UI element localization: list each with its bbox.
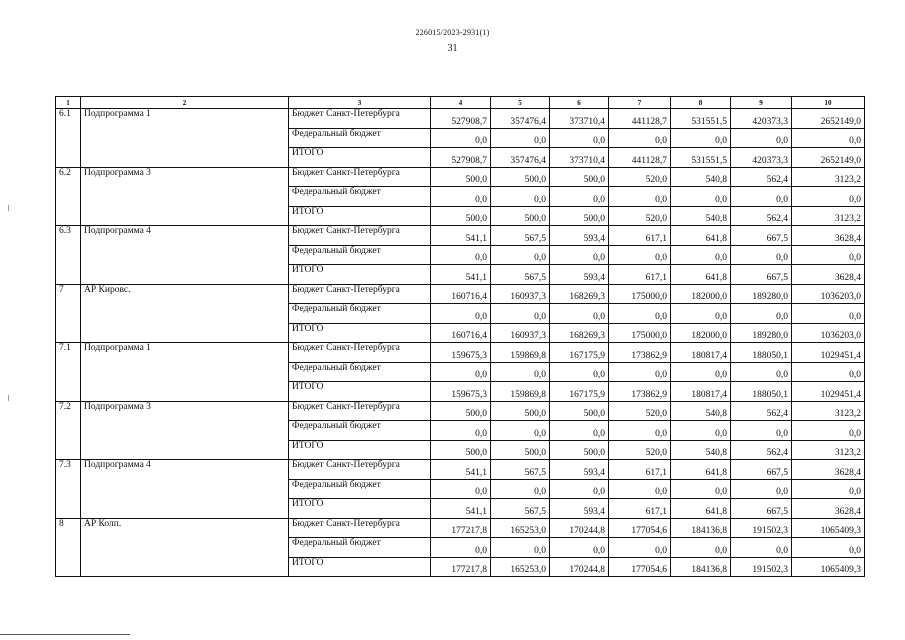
funding-source-cell: Бюджет Санкт-Петербурга <box>289 109 431 129</box>
amount-cell: 617,1 <box>609 460 671 480</box>
amount-cell: 170244,8 <box>550 557 609 577</box>
funding-source-cell: Бюджет Санкт-Петербурга <box>289 518 431 538</box>
amount-cell: 0,0 <box>550 479 609 499</box>
amount-cell: 641,8 <box>671 460 731 480</box>
amount-cell: 188050,1 <box>731 382 792 402</box>
amount-cell: 541,1 <box>431 460 491 480</box>
amount-cell: 0,0 <box>550 538 609 558</box>
amount-cell: 562,4 <box>731 401 792 421</box>
amount-cell: 520,0 <box>609 206 671 226</box>
funding-source-cell: Бюджет Санкт-Петербурга <box>289 343 431 363</box>
scan-margin-mark <box>8 205 9 211</box>
amount-cell: 0,0 <box>609 421 671 441</box>
amount-cell: 0,0 <box>731 421 792 441</box>
amount-cell: 500,0 <box>431 440 491 460</box>
column-header: 5 <box>491 97 550 109</box>
item-code-cell: 6.2 <box>56 167 81 226</box>
amount-cell: 167175,9 <box>550 382 609 402</box>
amount-cell: 0,0 <box>491 362 550 382</box>
amount-cell: 184136,8 <box>671 557 731 577</box>
amount-cell: 617,1 <box>609 226 671 246</box>
amount-cell: 641,8 <box>671 499 731 519</box>
amount-cell: 0,0 <box>491 245 550 265</box>
amount-cell: 189280,0 <box>731 284 792 304</box>
funding-source-cell: Бюджет Санкт-Петербурга <box>289 401 431 421</box>
footer-divider <box>0 634 130 635</box>
table-row <box>56 343 865 363</box>
item-code-cell: 6.1 <box>56 109 81 168</box>
amount-cell: 500,0 <box>550 401 609 421</box>
amount-cell: 0,0 <box>491 421 550 441</box>
table-row <box>56 167 865 187</box>
amount-cell: 0,0 <box>671 304 731 324</box>
table-row <box>56 109 865 129</box>
funding-source-cell: Федеральный бюджет <box>289 362 431 382</box>
item-name-cell: Подпрограмма 1 <box>81 343 289 402</box>
amount-cell: 0,0 <box>431 538 491 558</box>
amount-cell: 1065409,3 <box>792 557 865 577</box>
column-header: 1 <box>56 97 81 109</box>
amount-cell: 0,0 <box>431 187 491 207</box>
amount-cell: 2652149,0 <box>792 148 865 168</box>
amount-cell: 3123,2 <box>792 401 865 421</box>
amount-cell: 593,4 <box>550 460 609 480</box>
amount-cell: 540,8 <box>671 167 731 187</box>
amount-cell: 0,0 <box>550 245 609 265</box>
amount-cell: 0,0 <box>609 304 671 324</box>
amount-cell: 3628,4 <box>792 460 865 480</box>
amount-cell: 0,0 <box>431 128 491 148</box>
amount-cell: 667,5 <box>731 265 792 285</box>
amount-cell: 520,0 <box>609 401 671 421</box>
amount-cell: 0,0 <box>671 362 731 382</box>
amount-cell: 191502,3 <box>731 557 792 577</box>
amount-cell: 500,0 <box>431 401 491 421</box>
table-row <box>56 460 865 480</box>
amount-cell: 177217,8 <box>431 557 491 577</box>
amount-cell: 1065409,3 <box>792 518 865 538</box>
funding-source-cell: Бюджет Санкт-Петербурга <box>289 167 431 187</box>
amount-cell: 520,0 <box>609 167 671 187</box>
amount-cell: 0,0 <box>792 421 865 441</box>
amount-cell: 0,0 <box>491 128 550 148</box>
amount-cell: 0,0 <box>431 245 491 265</box>
amount-cell: 0,0 <box>431 479 491 499</box>
amount-cell: 0,0 <box>550 362 609 382</box>
column-header: 8 <box>671 97 731 109</box>
amount-cell: 177054,6 <box>609 557 671 577</box>
funding-source-cell: ИТОГО <box>289 323 431 343</box>
item-name-cell: Подпрограмма 1 <box>81 109 289 168</box>
amount-cell: 500,0 <box>550 167 609 187</box>
amount-cell: 168269,3 <box>550 323 609 343</box>
amount-cell: 3123,2 <box>792 440 865 460</box>
item-code-cell: 7.2 <box>56 401 81 460</box>
amount-cell: 617,1 <box>609 265 671 285</box>
amount-cell: 500,0 <box>431 167 491 187</box>
amount-cell: 3628,4 <box>792 226 865 246</box>
amount-cell: 373710,4 <box>550 148 609 168</box>
funding-source-cell: ИТОГО <box>289 265 431 285</box>
funding-source-cell: ИТОГО <box>289 557 431 577</box>
amount-cell: 0,0 <box>550 128 609 148</box>
funding-source-cell: ИТОГО <box>289 148 431 168</box>
amount-cell: 3123,2 <box>792 167 865 187</box>
amount-cell: 617,1 <box>609 499 671 519</box>
amount-cell: 562,4 <box>731 206 792 226</box>
item-name-cell: Подпрограмма 4 <box>81 460 289 519</box>
amount-cell: 0,0 <box>792 128 865 148</box>
amount-cell: 0,0 <box>792 362 865 382</box>
amount-cell: 165253,0 <box>491 557 550 577</box>
funding-source-cell: Федеральный бюджет <box>289 187 431 207</box>
document-registration-code: 226015/2023-2931(1) <box>415 28 490 37</box>
amount-cell: 500,0 <box>491 167 550 187</box>
amount-cell: 159869,8 <box>491 343 550 363</box>
amount-cell: 0,0 <box>491 479 550 499</box>
amount-cell: 540,8 <box>671 206 731 226</box>
funding-source-cell: ИТОГО <box>289 382 431 402</box>
column-header: 3 <box>289 97 431 109</box>
amount-cell: 1036203,0 <box>792 284 865 304</box>
item-name-cell: Подпрограмма 4 <box>81 226 289 285</box>
amount-cell: 165253,0 <box>491 518 550 538</box>
funding-source-cell: Федеральный бюджет <box>289 538 431 558</box>
amount-cell: 0,0 <box>609 128 671 148</box>
amount-cell: 175000,0 <box>609 284 671 304</box>
amount-cell: 0,0 <box>550 421 609 441</box>
amount-cell: 593,4 <box>550 265 609 285</box>
amount-cell: 0,0 <box>731 245 792 265</box>
amount-cell: 567,5 <box>491 460 550 480</box>
funding-source-cell: Бюджет Санкт-Петербурга <box>289 460 431 480</box>
amount-cell: 531551,5 <box>671 148 731 168</box>
amount-cell: 641,8 <box>671 226 731 246</box>
amount-cell: 182000,0 <box>671 284 731 304</box>
amount-cell: 667,5 <box>731 499 792 519</box>
column-header: 10 <box>792 97 865 109</box>
funding-source-cell: Федеральный бюджет <box>289 128 431 148</box>
amount-cell: 541,1 <box>431 226 491 246</box>
amount-cell: 0,0 <box>792 304 865 324</box>
amount-cell: 159675,3 <box>431 382 491 402</box>
amount-cell: 0,0 <box>731 479 792 499</box>
funding-source-cell: ИТОГО <box>289 440 431 460</box>
funding-source-cell: ИТОГО <box>289 499 431 519</box>
amount-cell: 373710,4 <box>550 109 609 129</box>
amount-cell: 180817,4 <box>671 343 731 363</box>
amount-cell: 0,0 <box>792 538 865 558</box>
page-number: 31 <box>447 43 458 54</box>
amount-cell: 3628,4 <box>792 265 865 285</box>
funding-source-cell: ИТОГО <box>289 206 431 226</box>
funding-source-cell: Федеральный бюджет <box>289 245 431 265</box>
amount-cell: 188050,1 <box>731 343 792 363</box>
column-header: 7 <box>609 97 671 109</box>
funding-source-cell: Федеральный бюджет <box>289 304 431 324</box>
amount-cell: 500,0 <box>550 440 609 460</box>
amount-cell: 2652149,0 <box>792 109 865 129</box>
amount-cell: 0,0 <box>491 304 550 324</box>
amount-cell: 0,0 <box>731 304 792 324</box>
item-code-cell: 7 <box>56 284 81 343</box>
amount-cell: 567,5 <box>491 226 550 246</box>
amount-cell: 177217,8 <box>431 518 491 538</box>
amount-cell: 160937,3 <box>491 284 550 304</box>
item-name-cell: АР Колп. <box>81 518 289 577</box>
amount-cell: 160937,3 <box>491 323 550 343</box>
amount-cell: 0,0 <box>431 421 491 441</box>
amount-cell: 0,0 <box>671 479 731 499</box>
amount-cell: 167175,9 <box>550 343 609 363</box>
item-name-cell: Подпрограмма 3 <box>81 401 289 460</box>
amount-cell: 1029451,4 <box>792 343 865 363</box>
column-number-row <box>56 97 865 109</box>
amount-cell: 0,0 <box>671 421 731 441</box>
amount-cell: 0,0 <box>431 304 491 324</box>
amount-cell: 527908,7 <box>431 109 491 129</box>
amount-cell: 1036203,0 <box>792 323 865 343</box>
amount-cell: 0,0 <box>671 187 731 207</box>
amount-cell: 540,8 <box>671 440 731 460</box>
item-code-cell: 7.1 <box>56 343 81 402</box>
amount-cell: 0,0 <box>731 538 792 558</box>
item-code-cell: 7.3 <box>56 460 81 519</box>
amount-cell: 567,5 <box>491 265 550 285</box>
amount-cell: 160716,4 <box>431 323 491 343</box>
amount-cell: 0,0 <box>731 187 792 207</box>
amount-cell: 0,0 <box>792 479 865 499</box>
amount-cell: 0,0 <box>731 128 792 148</box>
item-code-cell: 6.3 <box>56 226 81 285</box>
amount-cell: 500,0 <box>491 401 550 421</box>
amount-cell: 500,0 <box>431 206 491 226</box>
budget-table <box>55 96 865 577</box>
item-name-cell: АР Кировс. <box>81 284 289 343</box>
amount-cell: 0,0 <box>609 362 671 382</box>
amount-cell: 420373,3 <box>731 109 792 129</box>
amount-cell: 357476,4 <box>491 109 550 129</box>
scan-margin-mark <box>8 395 9 401</box>
amount-cell: 0,0 <box>609 479 671 499</box>
funding-source-cell: Федеральный бюджет <box>289 421 431 441</box>
funding-source-cell: Бюджет Санкт-Петербурга <box>289 284 431 304</box>
amount-cell: 593,4 <box>550 226 609 246</box>
funding-source-cell: Федеральный бюджет <box>289 479 431 499</box>
amount-cell: 182000,0 <box>671 323 731 343</box>
amount-cell: 0,0 <box>792 187 865 207</box>
amount-cell: 0,0 <box>491 187 550 207</box>
amount-cell: 520,0 <box>609 440 671 460</box>
amount-cell: 593,4 <box>550 499 609 519</box>
item-name-cell: Подпрограмма 3 <box>81 167 289 226</box>
amount-cell: 0,0 <box>609 538 671 558</box>
amount-cell: 531551,5 <box>671 109 731 129</box>
table-row <box>56 401 865 421</box>
amount-cell: 191502,3 <box>731 518 792 538</box>
amount-cell: 441128,7 <box>609 148 671 168</box>
amount-cell: 159869,8 <box>491 382 550 402</box>
amount-cell: 0,0 <box>550 304 609 324</box>
amount-cell: 500,0 <box>550 206 609 226</box>
amount-cell: 177054,6 <box>609 518 671 538</box>
amount-cell: 189280,0 <box>731 323 792 343</box>
amount-cell: 173862,9 <box>609 382 671 402</box>
amount-cell: 562,4 <box>731 440 792 460</box>
table-row <box>56 226 865 246</box>
amount-cell: 540,8 <box>671 401 731 421</box>
amount-cell: 527908,7 <box>431 148 491 168</box>
table-row <box>56 518 865 538</box>
amount-cell: 180817,4 <box>671 382 731 402</box>
item-code-cell: 8 <box>56 518 81 577</box>
amount-cell: 0,0 <box>609 187 671 207</box>
amount-cell: 0,0 <box>671 538 731 558</box>
amount-cell: 3123,2 <box>792 206 865 226</box>
amount-cell: 3628,4 <box>792 499 865 519</box>
amount-cell: 641,8 <box>671 265 731 285</box>
amount-cell: 357476,4 <box>491 148 550 168</box>
amount-cell: 0,0 <box>671 245 731 265</box>
amount-cell: 0,0 <box>491 538 550 558</box>
column-header: 9 <box>731 97 792 109</box>
budget-table-body <box>56 109 865 577</box>
amount-cell: 500,0 <box>491 440 550 460</box>
amount-cell: 0,0 <box>731 362 792 382</box>
amount-cell: 159675,3 <box>431 343 491 363</box>
amount-cell: 667,5 <box>731 226 792 246</box>
amount-cell: 173862,9 <box>609 343 671 363</box>
column-header: 6 <box>550 97 609 109</box>
amount-cell: 0,0 <box>792 245 865 265</box>
amount-cell: 168269,3 <box>550 284 609 304</box>
amount-cell: 667,5 <box>731 460 792 480</box>
amount-cell: 0,0 <box>671 128 731 148</box>
column-header: 2 <box>81 97 289 109</box>
amount-cell: 1029451,4 <box>792 382 865 402</box>
amount-cell: 420373,3 <box>731 148 792 168</box>
amount-cell: 170244,8 <box>550 518 609 538</box>
amount-cell: 160716,4 <box>431 284 491 304</box>
amount-cell: 567,5 <box>491 499 550 519</box>
amount-cell: 0,0 <box>609 245 671 265</box>
amount-cell: 562,4 <box>731 167 792 187</box>
funding-source-cell: Бюджет Санкт-Петербурга <box>289 226 431 246</box>
amount-cell: 541,1 <box>431 499 491 519</box>
amount-cell: 0,0 <box>431 362 491 382</box>
amount-cell: 541,1 <box>431 265 491 285</box>
column-header: 4 <box>431 97 491 109</box>
amount-cell: 500,0 <box>491 206 550 226</box>
amount-cell: 184136,8 <box>671 518 731 538</box>
amount-cell: 175000,0 <box>609 323 671 343</box>
amount-cell: 0,0 <box>550 187 609 207</box>
amount-cell: 441128,7 <box>609 109 671 129</box>
table-row <box>56 284 865 304</box>
